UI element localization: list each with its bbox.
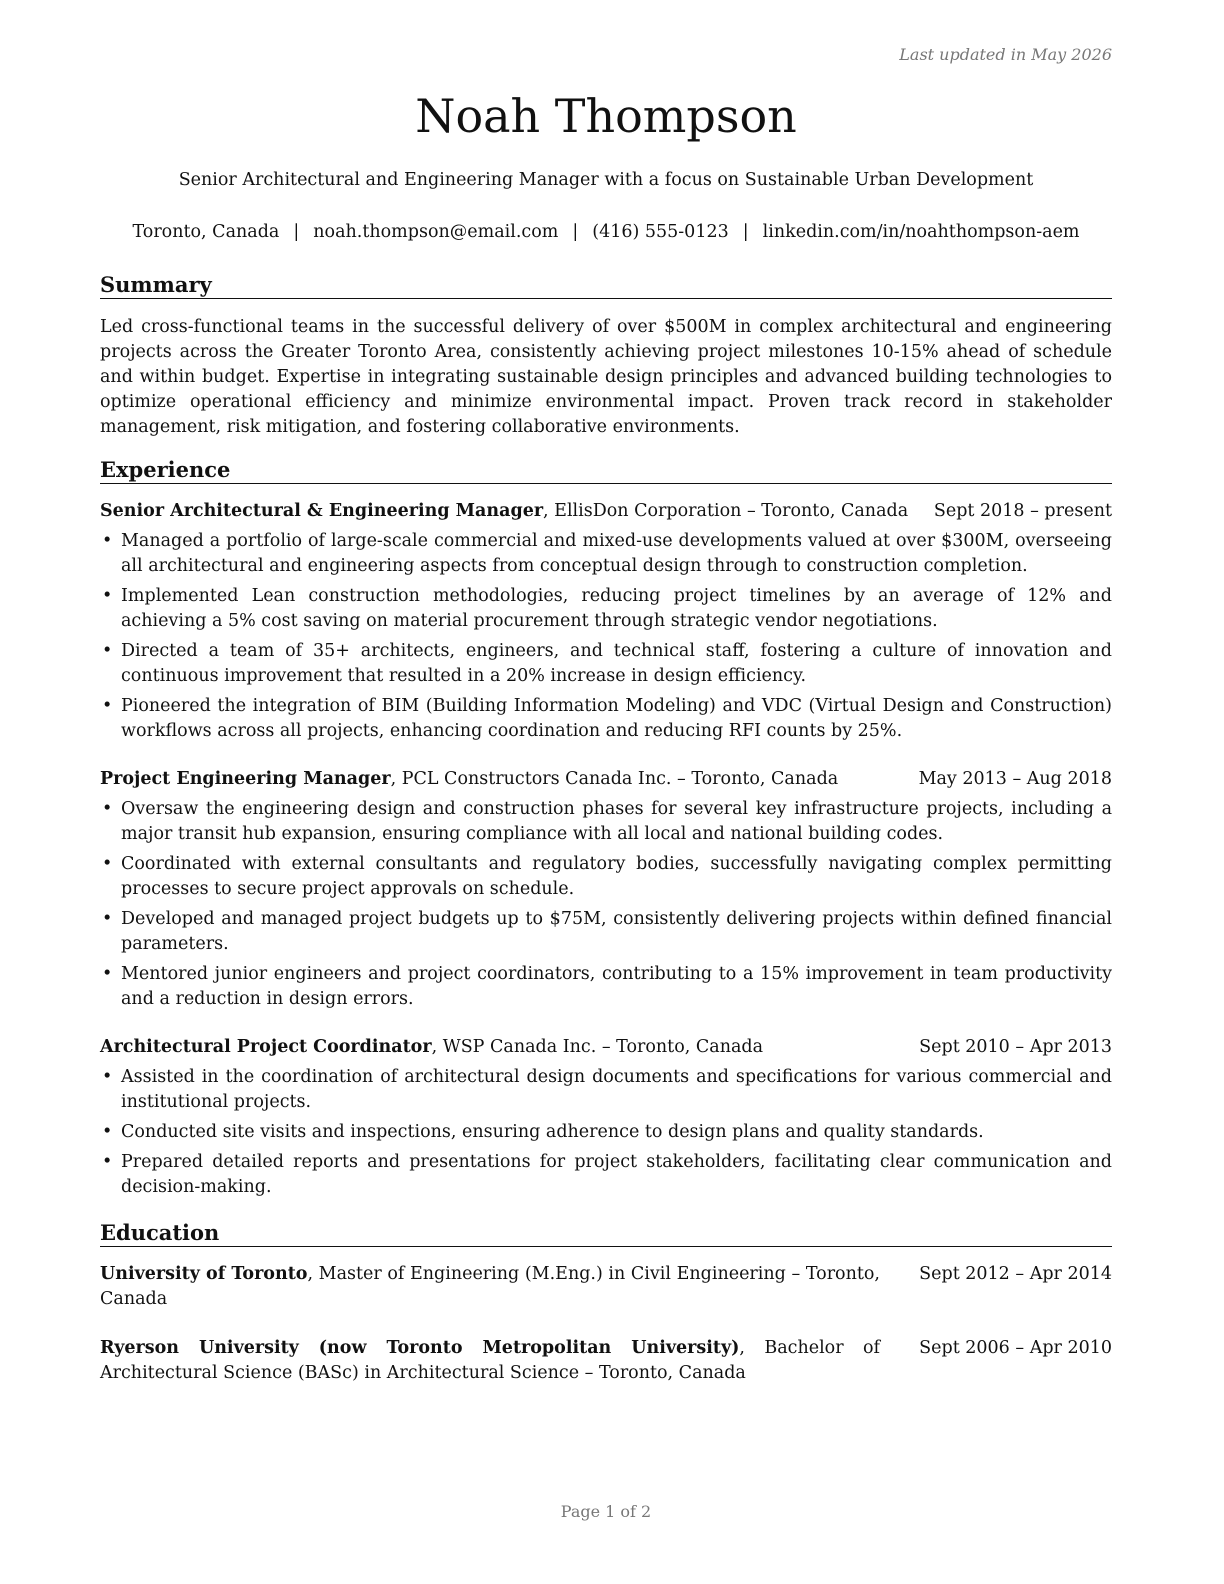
- resume-page: [100, 0, 1112, 1584]
- job-dates: May 2013 – Aug 2018: [918, 769, 1112, 789]
- education-entry: [100, 1262, 1112, 1312]
- job-header: [100, 1035, 1112, 1060]
- job-company: , EllisDon Corporation – Toronto, Canada: [543, 501, 909, 521]
- job-bullet: • Directed a team of 35+ architects, engineers, and technical staff, fostering a culture of innovation and continuous improvement that resulted in a 20% increase in design efficiency.: [100, 639, 1112, 689]
- contact-separator: |: [742, 222, 749, 242]
- job-dates: Sept 2018 – present: [933, 501, 1112, 521]
- candidate-name: Noah Thompson: [415, 89, 797, 143]
- job-bullet: • Developed and managed project budgets up to $75M, consistently delivering projects within defined financial parameters.: [100, 907, 1112, 957]
- job-bullet: • Implemented Lean construction methodologies, reducing project timelines by an average of 12% and achieving a 5% cost saving on material procurement through strategic vendor negotiations.: [100, 584, 1112, 634]
- school-detail: , Master of Engineering (M.Eng.) in Civil Engineering – Toronto, Canada: [100, 1264, 880, 1309]
- job-bullet: • Prepared detailed reports and presentations for project stakeholders, facilitating clear communication and decision-making.: [100, 1150, 1112, 1200]
- education-entry: [100, 1336, 1112, 1386]
- contact-email[interactable]: noah.thompson@email.com: [313, 222, 559, 242]
- contact-separator: |: [572, 222, 579, 242]
- job-bullet: • Managed a portfolio of large-scale commercial and mixed-use developments valued at over $300M, overseeing all architectural and engineering aspects from conceptual design through to construction completion.: [100, 529, 1112, 579]
- job-dates: Sept 2010 – Apr 2013: [919, 1037, 1112, 1057]
- job-bullet: • Oversaw the engineering design and construction phases for several key infrastructure projects, including a major transit hub expansion, ensuring compliance with all local and national building codes.: [100, 797, 1112, 847]
- contact-linkedin[interactable]: linkedin.com/in/noahthompson-aem: [762, 222, 1080, 242]
- section-title-education: Education: [100, 1220, 1112, 1247]
- job-bullet: • Pioneered the integration of BIM (Building Information Modeling) and VDC (Virtual Design and Construction) workflows across all projects, enhancing coordination and reducing RFI counts by 25%.: [100, 694, 1112, 744]
- section-title-summary: Summary: [100, 272, 1112, 299]
- contact-location: Toronto, Canada: [132, 222, 280, 242]
- last-updated: Last updated in May 2026: [899, 45, 1112, 64]
- summary-text: Led cross-functional teams in the successful delivery of over $500M in complex architectural and engineering projects across the Greater Toronto Area, consistently achieving project milestones 10-15% ahead of schedule and within budget. Expertise in integrating sustainable design principles and advanced building technologies to optimize operational efficiency and minimize environmental impact. Proven track record in stakeholder management, risk mitigation, and fostering collaborative environments.: [100, 317, 1112, 437]
- job-header: [100, 767, 1112, 792]
- headline: Senior Architectural and Engineering Manager with a focus on Sustainable Urban Development: [178, 170, 1034, 190]
- job-bullets: [100, 1065, 1112, 1205]
- school-dates: Sept 2012 – Apr 2014: [919, 1264, 1112, 1284]
- contact-line: [100, 220, 1112, 244]
- page-number: Page 1 of 2: [560, 1502, 652, 1521]
- school-detail: , Bachelor of Architectural Science (BASc) in Architectural Science – Toronto, Canada: [100, 1338, 880, 1383]
- job-bullets: [100, 797, 1112, 1017]
- contact-phone[interactable]: (416) 555-0123: [592, 222, 729, 242]
- job-bullet: • Conducted site visits and inspections, ensuring adherence to design plans and quality standards.: [100, 1120, 1112, 1145]
- job-company: , PCL Constructors Canada Inc. – Toronto, Canada: [390, 769, 839, 789]
- job-bullet: • Assisted in the coordination of architectural design documents and specifications for various commercial and institutional projects.: [100, 1065, 1112, 1115]
- job-role: Senior Architectural & Engineering Manager: [100, 501, 544, 521]
- contact-separator: |: [293, 222, 300, 242]
- job-role: Project Engineering Manager: [100, 769, 391, 789]
- school-dates: Sept 2006 – Apr 2010: [919, 1338, 1112, 1358]
- school-name: University of Toronto: [100, 1264, 308, 1284]
- job-bullet: • Coordinated with external consultants and regulatory bodies, successfully navigating complex permitting processes to secure project approvals on schedule.: [100, 852, 1112, 902]
- section-title-experience: Experience: [100, 457, 1112, 484]
- job-bullet: • Mentored junior engineers and project coordinators, contributing to a 15% improvement in team productivity and a reduction in design errors.: [100, 962, 1112, 1012]
- job-bullets: [100, 529, 1112, 749]
- job-header: [100, 499, 1112, 524]
- school-name: Ryerson University (now Toronto Metropolitan University): [100, 1338, 740, 1358]
- job-role: Architectural Project Coordinator: [100, 1037, 432, 1057]
- job-company: , WSP Canada Inc. – Toronto, Canada: [431, 1037, 764, 1057]
